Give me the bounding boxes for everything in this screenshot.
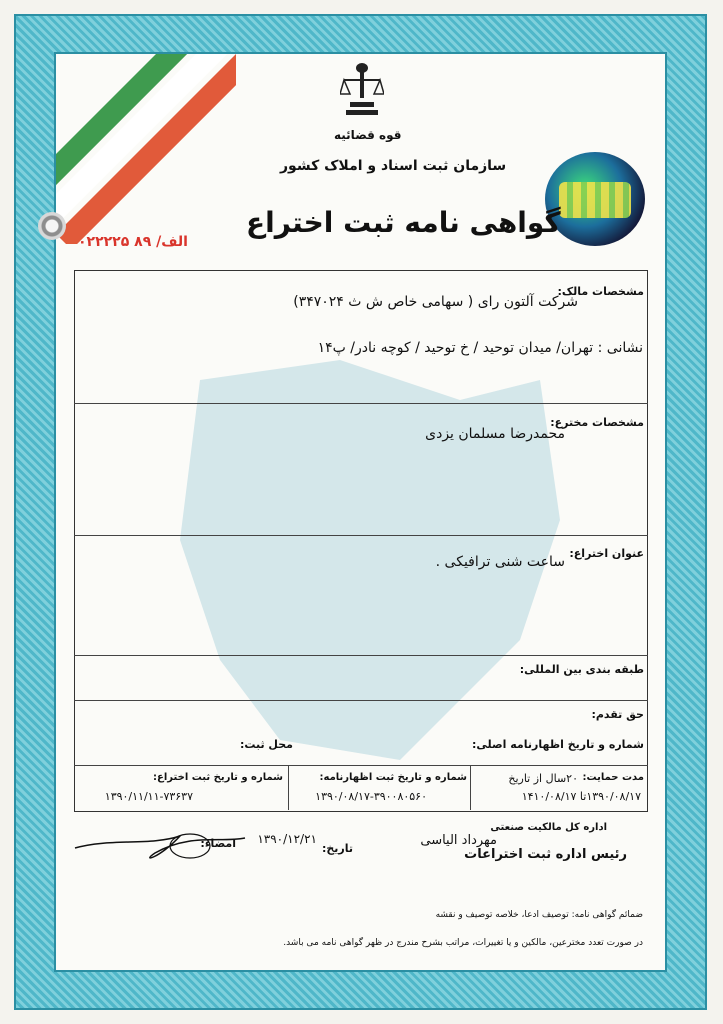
- original-declaration-label: شماره و تاریخ اظهارنامه اصلی:: [472, 738, 644, 751]
- footer-note-2: در صورت تعدد مخترعین، مالکین و یا تغییرات، مراتب بشرح مندرج در ظهر گواهی نامه می باشد.: [283, 938, 643, 948]
- judiciary-label: قوه قضائیه: [334, 128, 402, 142]
- grommet-icon: [38, 212, 66, 240]
- protection-value: ۲۰سال از تاریخ: [508, 772, 578, 785]
- date-label: تاریخ:: [321, 842, 353, 855]
- protection-dates: ۱۳۹۰/۰۸/۱۷تا ۱۴۱۰/۰۸/۱۷: [521, 790, 641, 803]
- iran-flag-ribbon: [56, 54, 236, 244]
- registration-label: شماره و تاریخ ثبت اختراع:: [153, 772, 283, 783]
- inventor-label: مشخصات مخترع:: [550, 416, 644, 429]
- priority-label: حق تقدم:: [591, 708, 644, 721]
- declaration-label: شماره و تاریخ ثبت اظهارنامه:: [319, 772, 467, 783]
- signature-scribble: [70, 818, 250, 868]
- inventor-name: محمدرضا مسلمان یزدی: [425, 426, 565, 442]
- registration-value: ۱۳۹۰/۱۱/۱۱-۷۳۶۳۷: [104, 790, 193, 803]
- registration-place-label: محل ثبت:: [239, 738, 293, 751]
- date-value: ۱۳۹۰/۱۲/۲۱: [257, 832, 317, 846]
- serial-number: الف/ ۸۹ ۰۲۲۲۲۵: [78, 234, 188, 250]
- classification-label: طبقه بندی بین المللی:: [519, 663, 644, 676]
- owner-label: مشخصات مالک:: [557, 285, 644, 298]
- page-title: گواهی نامه ثبت اختراع: [246, 206, 561, 239]
- judiciary-emblem-icon: [340, 62, 384, 118]
- owner-address: نشانی : تهران/ میدان توحید / خ توحید / کوچه نادر/ پ۱۴: [317, 340, 643, 356]
- invention-title: ساعت شنی ترافیکی .: [435, 554, 565, 570]
- owner-name: شرکت آلتون رای ( سهامی خاص ش ث ۳۴۷۰۲۴): [293, 294, 578, 310]
- sign-label: امضاء:: [200, 837, 236, 850]
- footer-note-1: ضمائم گواهی نامه: توصیف ادعا، خلاصه توصیف و نقشه: [435, 910, 643, 920]
- declaration-value: ۱۳۹۰/۰۸/۱۷-۳۹۰۰۸۰۵۶۰: [315, 790, 427, 803]
- organization-label: سازمان ثبت اسناد و املاک کشور: [280, 158, 507, 174]
- signer-name: مهرداد الیاسی: [420, 833, 497, 848]
- invention-title-label: عنوان اختراع:: [569, 547, 644, 560]
- office-line2: رئیس اداره ثبت اختراعات: [464, 847, 627, 862]
- office-line1: اداره کل مالکیت صنعتی: [490, 822, 607, 833]
- protection-label: مدت حمایت:: [582, 772, 644, 783]
